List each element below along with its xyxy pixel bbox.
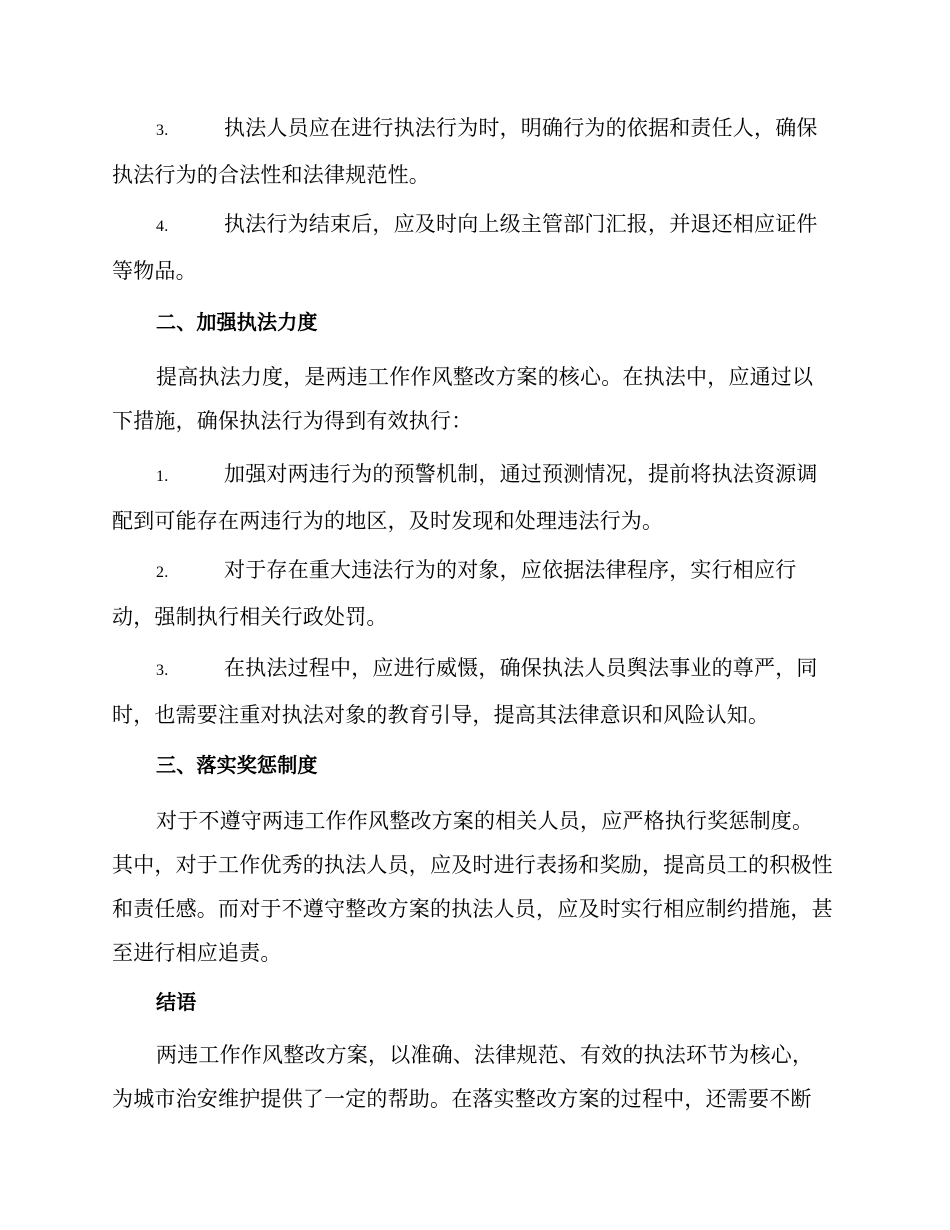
list-item-text: 执法行为结束后，应及时向上级主管部门汇报，并退还相应证件等物品。	[112, 212, 818, 283]
section-heading: 二、加强执法力度	[156, 310, 318, 334]
paragraph: 两违工作作风整改方案，以准确、法律规范、有效的执法环节为核心，为城市治安维护提供了一定的帮助。在落实整改方案的过程中，还需要不断	[112, 1043, 814, 1111]
list-item	[112, 202, 834, 293]
paragraph: 对于不遵守两违工作作风整改方案的相关人员，应严格执行奖惩制度。其中，对于工作优秀的执法人员，应及时进行表扬和奖励，提高员工的积极性和责任感。而对于不遵守整改方案的执法人员，应及时实行相应制约措施，甚至进行相应追责。	[112, 809, 833, 965]
list-item	[112, 646, 834, 737]
list-item-number: 1.	[156, 468, 169, 485]
list-item	[112, 548, 834, 639]
section-heading: 三、落实奖惩制度	[156, 753, 318, 777]
list-item-number: 3.	[156, 122, 169, 139]
list-item	[112, 452, 834, 543]
list-item-text: 加强对两违行为的预警机制，通过预测情况，提前将执法资源调配到可能存在两违行为的地区，及时发现和处理违法行为。	[112, 462, 818, 533]
list-item-number: 4.	[156, 218, 169, 235]
list-item-text: 在执法过程中，应进行威慑，确保执法人员舆法事业的尊严，同时，也需要注重对执法对象的教育引导，提高其法律意识和风险认知。	[112, 656, 818, 727]
paragraph: 提高执法力度，是两违工作作风整改方案的核心。在执法中，应通过以下措施，确保执法行为得到有效执行：	[112, 365, 814, 433]
list-item-text: 执法人员应在进行执法行为时，明确行为的依据和责任人，确保执法行为的合法性和法律规范性。	[112, 116, 818, 187]
section-heading: 结语	[156, 990, 197, 1014]
list-item-number: 3.	[156, 662, 169, 679]
list-item	[112, 106, 834, 197]
list-item-text: 对于存在重大违法行为的对象，应依据法律程序，实行相应行动，强制执行相关行政处罚。	[112, 558, 797, 629]
list-item-number: 2.	[156, 564, 169, 581]
